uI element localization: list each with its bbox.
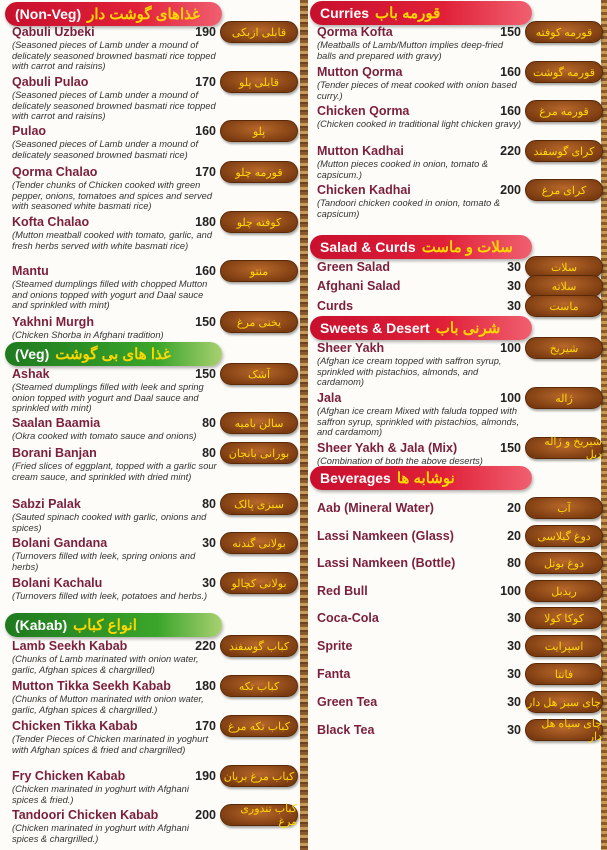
- item-name: Sheer Yakh: [317, 341, 385, 355]
- item-name-urdu-badge: کباب گوسفند: [220, 635, 298, 657]
- item-price: 170: [195, 75, 216, 89]
- item-name-urdu-badge: سلات: [525, 256, 603, 278]
- item-name-urdu-badge: پلو: [220, 120, 298, 142]
- item-name-urdu-badge: یخنی مرغ: [220, 311, 298, 333]
- item-name-urdu-badge: کباب مرغ بریان: [220, 765, 298, 787]
- item-name: Mutton Tikka Seekh Kabab: [12, 679, 171, 693]
- item-name: Qorma Kofta: [317, 25, 393, 39]
- item-name-urdu-badge: بولانی کچالو: [220, 572, 298, 594]
- item-name: Green Salad: [317, 260, 390, 274]
- item-description: (Chunks of Mutton marinated with onion water, garlic, Afghan spices & chargrilled.): [12, 694, 204, 715]
- item-name-urdu-badge: چای سبز هل دار: [525, 691, 603, 713]
- item-name: Kofta Chalao: [12, 215, 90, 229]
- item-name-urdu-badge: ریدبل: [525, 580, 603, 602]
- item-name-urdu-badge: آب: [525, 497, 603, 519]
- item-price: 30: [507, 695, 521, 709]
- item-description: (Turnovers filled with leek, spring onions and herbs): [12, 551, 196, 572]
- item-price: 150: [500, 25, 521, 39]
- item-description: (Fried slices of eggplant, topped with a garlic sour cream sauce, and sprinkled with dried mint): [12, 461, 217, 482]
- item-name-urdu-badge: کباب تکه: [220, 675, 298, 697]
- section-title-urdu: شرنی باب: [435, 320, 501, 337]
- item-description: (Tandoori chicken cooked in onion, tomato & capsicum): [317, 198, 501, 219]
- menu-item[interactable]: [12, 536, 302, 572]
- item-price: 150: [195, 367, 216, 381]
- item-description: (Tender pieces of meat cooked with onion based curry.): [317, 80, 517, 101]
- item-name-urdu-badge: آشک: [220, 363, 298, 385]
- item-description: (Mutton pieces cooked in onion, tomato & capsicum.): [317, 159, 489, 180]
- section-header-beverages: [310, 466, 532, 490]
- item-name: Lassi Namkeen (Bottle): [317, 556, 456, 570]
- item-price: 190: [195, 25, 216, 39]
- section-header-sweets: [310, 316, 532, 340]
- menu-item[interactable]: [317, 391, 607, 438]
- section-header-salad: [310, 235, 532, 259]
- item-name: Fanta: [317, 667, 351, 681]
- menu-item[interactable]: [317, 667, 607, 682]
- item-name: Lamb Seekh Kabab: [12, 639, 128, 653]
- item-name-urdu-badge: ماست: [525, 295, 603, 317]
- item-price: 30: [202, 576, 216, 590]
- item-description: (Chunks of Lamb marinated with onion water, garlic, Afghan spices & chargrilled): [12, 654, 199, 675]
- menu-item[interactable]: [12, 679, 302, 715]
- item-name: Yakhni Murgh: [12, 315, 94, 329]
- item-description: (Seasoned pieces of Lamb under a mound of delicately seasoned browned basmati rice topped with carrot and raisins): [12, 90, 216, 121]
- menu-item[interactable]: [317, 104, 607, 130]
- section-header-kabab: [5, 613, 222, 637]
- menu-item[interactable]: [12, 497, 302, 533]
- item-name: Aab (Mineral Water): [317, 501, 434, 515]
- item-name: Bolani Gandana: [12, 536, 108, 550]
- item-price: 30: [507, 639, 521, 653]
- item-price: 200: [195, 808, 216, 822]
- item-price: 80: [507, 556, 521, 570]
- section-title: Beverages: [320, 470, 391, 486]
- item-description: (Meatballs of Lamb/Mutton implies deep-fried balls and prepared with gravy): [317, 40, 504, 61]
- item-name: Curds: [317, 299, 354, 313]
- item-price: 30: [507, 279, 521, 293]
- item-name-urdu-badge: کرای گوسفند: [525, 140, 603, 162]
- section-title-urdu: غذا های بی گوشت: [55, 346, 171, 363]
- item-name-urdu-badge: قورمه چلو: [220, 161, 298, 183]
- menu-item[interactable]: [12, 25, 302, 72]
- item-description: (Tender Pieces of Chicken marinated in yoghurt with Afghan spices & fried and chargrilled): [12, 734, 209, 755]
- item-price: 220: [500, 144, 521, 158]
- item-price: 180: [195, 679, 216, 693]
- item-name-urdu-badge: قورمه گوشت: [525, 61, 603, 83]
- item-name: Afghani Salad: [317, 279, 401, 293]
- menu-item[interactable]: [12, 639, 302, 675]
- menu-item[interactable]: [317, 341, 607, 388]
- section-title: Curries: [320, 5, 370, 21]
- menu-item[interactable]: [317, 529, 607, 544]
- menu-item[interactable]: [317, 65, 607, 101]
- menu-item[interactable]: [317, 611, 607, 626]
- item-price: 190: [195, 769, 216, 783]
- item-price: 30: [507, 667, 521, 681]
- item-name-urdu-badge: بورانی بانجان: [220, 442, 298, 464]
- menu-item[interactable]: [317, 279, 607, 294]
- item-price: 160: [500, 104, 521, 118]
- item-name: Mutton Qorma: [317, 65, 403, 79]
- menu-item[interactable]: [12, 367, 302, 414]
- item-name-urdu-badge: کباب تندوری مرغ: [220, 804, 298, 826]
- item-name-urdu-badge: سلاته: [525, 275, 603, 297]
- menu-item[interactable]: [12, 803, 302, 844]
- item-name-urdu-badge: قورمه کوفته: [525, 21, 603, 43]
- menu-item[interactable]: [317, 436, 607, 467]
- item-price: 150: [195, 315, 216, 329]
- item-price: 200: [500, 183, 521, 197]
- menu-item[interactable]: [12, 165, 302, 212]
- section-title-urdu: قورمه باب: [375, 5, 441, 22]
- item-name-urdu-badge: دوغ بوتل: [525, 552, 603, 574]
- section-title-urdu: غذاهای گوشت دار: [87, 6, 200, 23]
- item-name: Red Bull: [317, 584, 368, 598]
- menu-item[interactable]: [12, 446, 302, 482]
- item-name-urdu-badge: کوکا کولا: [525, 607, 603, 629]
- menu-item[interactable]: [317, 639, 607, 654]
- item-price: 100: [500, 584, 521, 598]
- menu-item[interactable]: [12, 416, 302, 442]
- item-description: (Chicken marinated in yoghurt with Afghani spices & fried.): [12, 784, 189, 805]
- menu-item[interactable]: [317, 183, 607, 219]
- item-description: (Seasoned pieces of Lamb under a mound of delicately seasoned browned basmati rice topped with carrot and raisins): [12, 40, 216, 71]
- item-price: 160: [500, 65, 521, 79]
- section-header-veg: [5, 342, 222, 366]
- item-description: (Afghan ice cream topped with saffron syrup, sprinkled with pistachios, almonds, and cardamom): [317, 356, 502, 387]
- menu-item[interactable]: [317, 260, 607, 275]
- section-title: (Kabab): [15, 617, 68, 633]
- menu-item[interactable]: [317, 584, 607, 599]
- item-name: Sabzi Palak: [12, 497, 81, 511]
- item-name: Chicken Kadhai: [317, 183, 411, 197]
- item-name-urdu-badge: فانتا: [525, 663, 603, 685]
- item-name: Sprite: [317, 639, 353, 653]
- item-name: Coca-Cola: [317, 611, 379, 625]
- item-name: Pulao: [12, 124, 47, 138]
- item-name: Chicken Tikka Kabab: [12, 719, 138, 733]
- menu-item[interactable]: [317, 25, 607, 61]
- menu-item[interactable]: [12, 264, 302, 311]
- item-name: Jala: [317, 391, 342, 405]
- item-price: 160: [195, 264, 216, 278]
- item-price: 30: [507, 611, 521, 625]
- item-price: 170: [195, 719, 216, 733]
- item-price: 80: [202, 446, 216, 460]
- menu-item[interactable]: [317, 501, 607, 516]
- item-name: Bolani Kachalu: [12, 576, 103, 590]
- item-name: Mantu: [12, 264, 49, 278]
- item-description: (Chicken marinated in yoghurt with Afghani spices & chargrilled.): [12, 823, 189, 844]
- item-name-urdu-badge: کرای مرغ: [525, 179, 603, 201]
- item-name-urdu-badge: قورمه مرغ: [525, 100, 603, 122]
- item-description: (Tender chunks of Chicken cooked with green pepper, onions, tomatoes and spices and served with seasoned white basmati rice): [12, 180, 213, 211]
- item-price: 30: [507, 299, 521, 313]
- section-title-urdu: نوشابه ها: [396, 470, 455, 487]
- item-price: 170: [195, 165, 216, 179]
- menu-item[interactable]: [317, 556, 607, 571]
- item-description: (Okra cooked with tomato sauce and onions): [12, 431, 197, 441]
- item-name-urdu-badge: منتو: [220, 260, 298, 282]
- item-name: Chicken Qorma: [317, 104, 410, 118]
- menu-item[interactable]: [12, 315, 302, 341]
- item-price: 100: [500, 391, 521, 405]
- item-name: Qorma Chalao: [12, 165, 98, 179]
- menu-item[interactable]: [317, 299, 607, 314]
- item-description: (Turnovers filled with leek, potatoes and herbs.): [12, 591, 208, 601]
- section-title: Sweets & Desert: [320, 320, 430, 336]
- menu-item[interactable]: [12, 215, 302, 251]
- item-price: 80: [202, 497, 216, 511]
- section-header-nonveg: [5, 2, 222, 26]
- item-name-urdu-badge: شیریخ: [525, 337, 603, 359]
- section-header-curries: [310, 1, 532, 25]
- item-name: Lassi Namkeen (Glass): [317, 529, 454, 543]
- menu-item[interactable]: [317, 695, 607, 710]
- item-description: (Seasoned pieces of Lamb under a mound of delicately seasoned browned basmati rice): [12, 139, 199, 160]
- section-title-urdu: سلات و ماست: [421, 239, 513, 256]
- item-description: (Chicken Shorba in Afghani tradition): [12, 330, 164, 340]
- item-price: 150: [500, 441, 521, 455]
- item-price: 220: [195, 639, 216, 653]
- menu-item[interactable]: [317, 144, 607, 180]
- item-name-urdu-badge: کوفته چلو: [220, 211, 298, 233]
- item-description: (Chicken cooked in traditional light chicken gravy): [317, 119, 522, 129]
- item-name-urdu-badge: قابلی ازبکی: [220, 21, 298, 43]
- item-name-urdu-badge: قابلی پلو: [220, 71, 298, 93]
- item-name-urdu-badge: اسپرایت: [525, 635, 603, 657]
- item-name-urdu-badge: سالن بامیه: [220, 412, 298, 434]
- item-name: Qabuli Uzbeki: [12, 25, 95, 39]
- item-name: Borani Banjan: [12, 446, 97, 460]
- item-description: (Steamed dumplings filled with leek and spring onion topped with yogurt and Daal sauce and sprinkled with mint): [12, 382, 204, 413]
- item-name: Sheer Yakh & Jala (Mix): [317, 441, 458, 455]
- item-name-urdu-badge: دوغ گیلاسی: [525, 525, 603, 547]
- item-description: (Afghan ice cream Mixed with faluda topped with saffron syrup, sprinkled with pistachios, almonds, and cardamom): [317, 406, 520, 437]
- item-name: Black Tea: [317, 723, 375, 737]
- item-name: Mutton Kadhai: [317, 144, 404, 158]
- menu-item[interactable]: [12, 124, 302, 160]
- item-name-urdu-badge: سبزی پالک: [220, 493, 298, 515]
- item-price: 80: [202, 416, 216, 430]
- item-name-urdu-badge: کباب تکه مرغ: [220, 715, 298, 737]
- item-description: (Sauted spinach cooked with garlic, onions and spices): [12, 512, 207, 533]
- menu-item[interactable]: [12, 576, 302, 602]
- menu-item[interactable]: [12, 719, 302, 755]
- item-price: 30: [507, 723, 521, 737]
- item-name: Green Tea: [317, 695, 378, 709]
- section-title: (Veg): [15, 346, 50, 362]
- section-title-urdu: انواع کباب: [73, 617, 137, 634]
- item-name: Saalan Baamia: [12, 416, 101, 430]
- section-title: Salad & Curds: [320, 239, 416, 255]
- item-name: Qabuli Pulao: [12, 75, 89, 89]
- item-description: (Steamed dumplings filled with chopped Mutton and onions topped with yogurt and Daal sauce and sprinkled with mint): [12, 279, 208, 310]
- item-price: 100: [500, 341, 521, 355]
- menu-item[interactable]: [12, 75, 302, 122]
- item-name-urdu-badge: بولانی گندنه: [220, 532, 298, 554]
- item-name-urdu-badge: چای سیاه هل دار: [525, 719, 603, 741]
- item-price: 30: [507, 260, 521, 274]
- item-name: Fry Chicken Kabab: [12, 769, 126, 783]
- menu-item[interactable]: [317, 718, 607, 743]
- item-name-urdu-badge: ژاله: [525, 387, 603, 409]
- item-name: Ashak: [12, 367, 50, 381]
- item-price: 180: [195, 215, 216, 229]
- item-price: 160: [195, 124, 216, 138]
- item-price: 30: [202, 536, 216, 550]
- item-price: 20: [507, 501, 521, 515]
- section-title: (Non-Veg): [15, 6, 82, 22]
- item-description: (Mutton meatball cooked with tomato, garlic, and fresh herbs served with white basmati rice): [12, 230, 212, 251]
- menu-item[interactable]: [12, 769, 302, 805]
- item-name-urdu-badge: شیریخ و ژاله دبل: [525, 437, 603, 459]
- item-price: 20: [507, 529, 521, 543]
- item-name: Tandoori Chicken Kabab: [12, 808, 159, 822]
- item-description: (Combination of both the above deserts): [317, 456, 483, 466]
